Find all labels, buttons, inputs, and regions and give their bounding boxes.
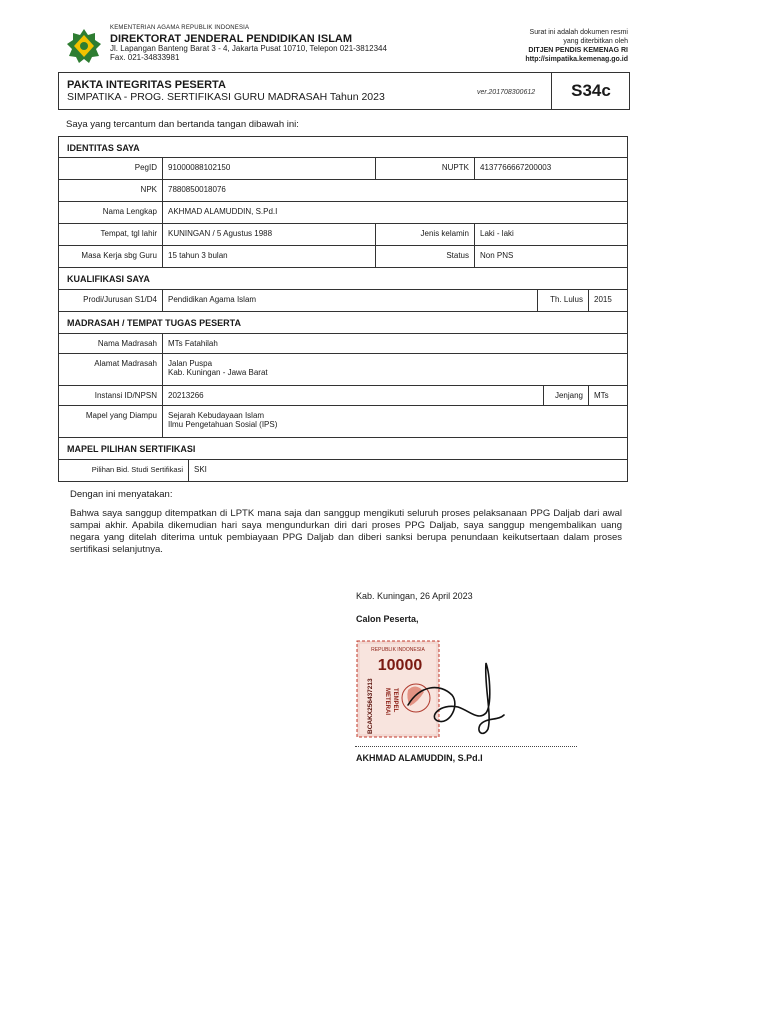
- jenjang-label: Jenjang: [543, 386, 589, 405]
- document-version: ver.201708300612: [477, 89, 536, 96]
- prodi-label: Prodi/Jurusan S1/D4: [59, 290, 163, 311]
- intro-text: Saya yang tercantum dan bertanda tangan dibawah ini:: [66, 119, 299, 130]
- masa-value: 15 tahun 3 bulan: [168, 251, 228, 260]
- svg-text:10000: 10000: [377, 657, 423, 674]
- jenjang-value: MTs: [594, 391, 609, 400]
- kemenag-logo-icon: [66, 28, 102, 64]
- row-nama: [58, 202, 628, 224]
- row-npk: [58, 180, 628, 202]
- signer-role: Calon Peserta,: [356, 614, 419, 624]
- svg-text:TEMPEL: TEMPEL: [392, 688, 398, 713]
- section-identitas: IDENTITAS SAYA: [58, 136, 628, 158]
- npk-label: NPK: [59, 180, 163, 201]
- row-alamat-madrasah: [58, 354, 628, 386]
- npk-value: 7880850018076: [168, 185, 226, 194]
- pegid-value: 91000088102150: [168, 163, 231, 172]
- row-nama-madrasah: [58, 334, 628, 354]
- mapel-value: Sejarah Kebudayaan Islam Ilmu Pengetahuan Sosial (IPS): [168, 411, 278, 429]
- official-document-note: Surat ini adalah dokumen resmi yang diterbitkan oleh DITJEN PENDIS KEMENAG RI http://simpatika.kemenag.go.id: [525, 29, 628, 63]
- section-pilihan: MAPEL PILIHAN SERTIFIKASI: [58, 438, 628, 460]
- lulus-value: 2015: [594, 295, 612, 304]
- jk-label: Jenis kelamin: [375, 224, 475, 245]
- svg-text:BCAKX256437213: BCAKX256437213: [367, 678, 374, 734]
- madrasah-name-value: MTs Fatahilah: [168, 339, 218, 348]
- row-ttl: [58, 224, 628, 246]
- directorate-name: DIREKTORAT JENDERAL PENDIDIKAN ISLAM: [110, 33, 353, 45]
- identity-form: [58, 136, 628, 482]
- lulus-label: Th. Lulus: [537, 290, 589, 311]
- nama-value: AKHMAD ALAMUDDIN, S.Pd.I: [168, 207, 278, 216]
- prodi-value: Pendidikan Agama Islam: [168, 295, 257, 304]
- signer-name: AKHMAD ALAMUDDIN, S.Pd.I: [356, 753, 483, 763]
- form-code: S34c: [551, 73, 630, 109]
- madrasah-name-label: Nama Madrasah: [59, 334, 163, 353]
- pilihan-value: SKI: [194, 465, 207, 474]
- madrasah-address-label: Alamat Madrasah: [59, 354, 163, 385]
- status-label: Status: [375, 246, 475, 267]
- declaration-text: Bahwa saya sanggup ditempatkan di LPTK mana saja dan sanggup mengikuti seluruh proses pelaksanaan PPG Daljab dari awal sampai akhir. Apabila dikemudian hari saya mengundurkan diri dari proses PPG Daljab, saya sanggup mengembalikan uang negara yang ditelah diterima untuk pembiayaan PPG Daljab dan diberi sanksi berupa penundaan keikutsertaan dalam proses sertifikasi selanjutnya.: [70, 508, 622, 555]
- nuptk-label: NUPTK: [375, 158, 475, 179]
- pilihan-label: Pilihan Bid. Studi Sertifikasi: [59, 460, 189, 481]
- nama-label: Nama Lengkap: [59, 202, 163, 223]
- ministry-name: KEMENTERIAN AGAMA REPUBLIK INDONESIA: [110, 25, 250, 31]
- madrasah-address-value: Jalan Puspa Kab. Kuningan - Jawa Barat: [168, 359, 268, 377]
- office-address: Jl. Lapangan Banteng Barat 3 - 4, Jakarta Pusat 10710, Telepon 021-3812344 Fax. 021-34833981: [110, 44, 387, 62]
- nuptk-value: 4137766667200003: [480, 163, 552, 172]
- svg-text:METERAI: METERAI: [384, 688, 390, 715]
- document-title: PAKTA INTEGRITAS PESERTA: [67, 79, 226, 91]
- document-title-box: [58, 72, 630, 110]
- handwritten-signature-icon: [400, 655, 510, 745]
- row-pilihan: [58, 460, 628, 482]
- place-date: Kab. Kuningan, 26 April 2023: [356, 591, 473, 601]
- row-mapel: [58, 406, 628, 438]
- signature-line: [355, 746, 577, 747]
- pegid-label: PegID: [59, 158, 163, 179]
- svg-text:REPUBLIK INDONESIA: REPUBLIK INDONESIA: [371, 647, 425, 653]
- instansi-value: 20213266: [168, 391, 204, 400]
- instansi-label: Instansi ID/NPSN: [59, 386, 163, 405]
- mapel-label: Mapel yang Diampu: [59, 406, 163, 437]
- section-kualifikasi: KUALIFIKASI SAYA: [58, 268, 628, 290]
- row-masa: [58, 246, 628, 268]
- ttl-label: Tempat, tgl lahir: [59, 224, 163, 245]
- jk-value: Laki - laki: [480, 229, 514, 238]
- status-value: Non PNS: [480, 251, 514, 260]
- masa-label: Masa Kerja sbg Guru: [59, 246, 163, 267]
- document-subtitle: SIMPATIKA - PROG. SERTIFIKASI GURU MADRASAH Tahun 2023: [67, 91, 385, 103]
- ttl-value: KUNINGAN / 5 Agustus 1988: [168, 229, 273, 238]
- row-pegid: [58, 158, 628, 180]
- declaration-heading: Dengan ini menyatakan:: [70, 489, 173, 500]
- section-madrasah: MADRASAH / TEMPAT TUGAS PESERTA: [58, 312, 628, 334]
- row-prodi: [58, 290, 628, 312]
- row-instansi: [58, 386, 628, 406]
